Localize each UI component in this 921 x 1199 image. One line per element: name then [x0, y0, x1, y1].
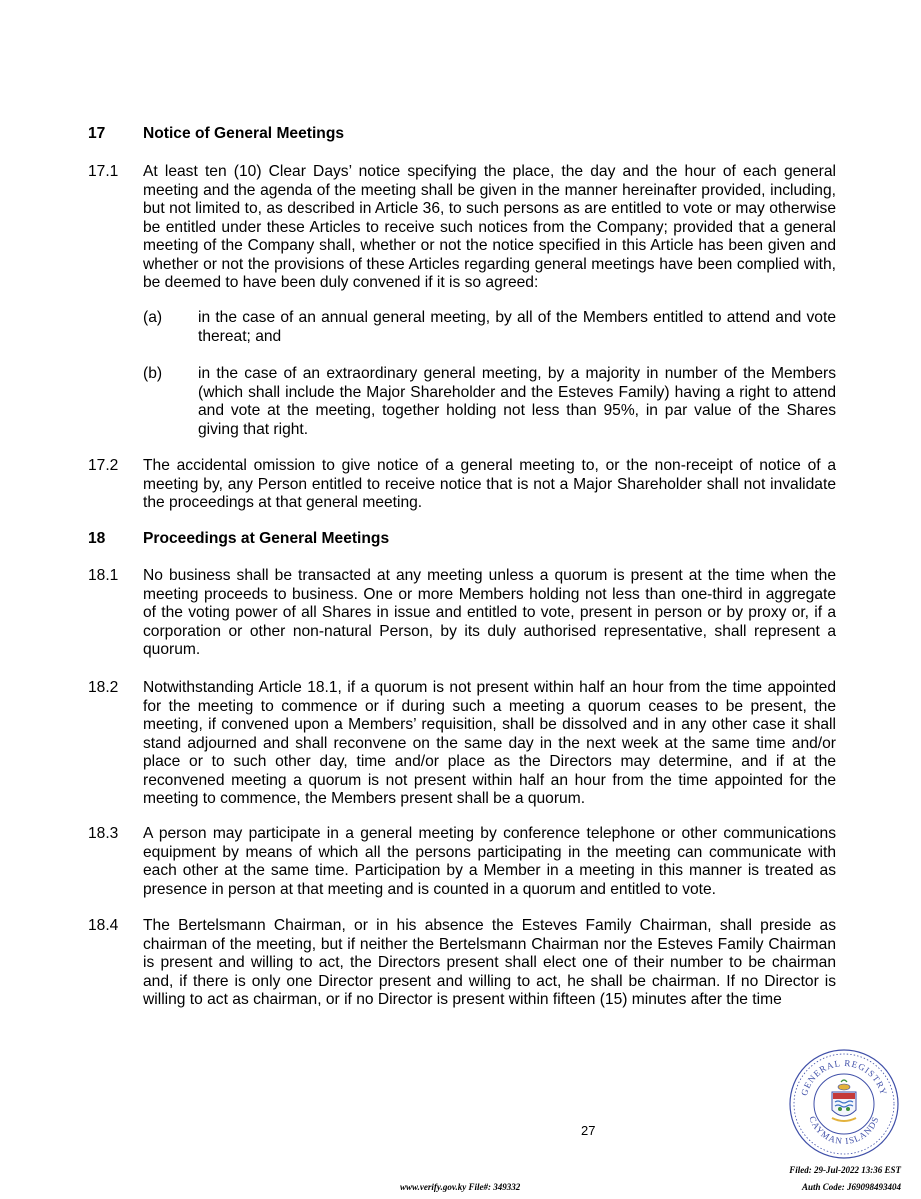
clause-number: 18.3 — [88, 825, 119, 842]
clause-18-3 — [88, 825, 836, 899]
svg-text:CAYMAN ISLANDS — [807, 1115, 880, 1146]
coat-of-arms-icon — [832, 1080, 856, 1121]
registry-seal-icon — [788, 1048, 900, 1160]
section-title: Proceedings at General Meetings — [143, 530, 390, 547]
seal-bottom-text: CAYMAN ISLANDS — [807, 1114, 881, 1147]
clause-17-1-b — [143, 365, 836, 439]
page-number: 27 — [581, 1123, 596, 1138]
clause-number: 18.2 — [88, 679, 119, 696]
subclause-text: in the case of an annual general meeting, by all of the Members entitled to attend and vote thereat; and — [198, 309, 836, 345]
clause-17-1-a — [143, 309, 836, 346]
clause-text: The accidental omission to give notice of a general meeting to, or the non-receipt of notice of a meeting by, any Person entitled to receive notice that is not a Major Shareholder shall not invalidate the proceedings at that general meeting. — [143, 457, 836, 511]
clause-text: A person may participate in a general meeting by conference telephone or other communications equipment by means of which all the persons participating in the meeting can communicate with each other at the same time. Participation by a Member in a meeting in this manner is treated as presence in person at that meeting and is counted in a quorum and entitled to vote. — [143, 825, 836, 898]
clause-number: 17.1 — [88, 163, 119, 180]
clause-18-1 — [88, 567, 836, 660]
section-number: 18 — [88, 530, 106, 547]
clause-18-4 — [88, 917, 836, 1010]
auth-code: Auth Code: J69098493404 — [801, 1182, 901, 1192]
subclause-text: in the case of an extraordinary general meeting, by a majority in number of the Members (which shall include the Major Shareholder and the Esteves Family) having a right to attend and vote at the meeting, together holding not less than 95%, in par value of the Shares giving that right. — [198, 365, 836, 438]
subclause-label: (a) — [143, 309, 163, 326]
section-number: 17 — [88, 125, 106, 142]
clause-text: The Bertelsmann Chairman, or in his absence the Esteves Family Chairman, shall preside as chairman of the meeting, but if neither the Bertelsmann Chairman nor the Esteves Family Chairman is present and willing to act, the Directors present shall elect one of their number to be chairman and, if there is only one Director present and willing to act, he shall be chairman. If no Director is willing to act as chairman, or if no Director is present within fifteen (15) minutes after the time — [143, 917, 836, 1008]
clause-number: 18.4 — [88, 917, 119, 934]
clause-17-2 — [88, 457, 836, 513]
clause-18-2 — [88, 679, 836, 809]
svg-text:GENERAL REGISTRY — [799, 1058, 889, 1097]
clause-text: At least ten (10) Clear Days’ notice specifying the place, the day and the hour of each general meeting and the agenda of the meeting shall be given in the manner hereinafter provided, including, but not limited to, as described in Article 36, to such persons as are entitled to vote or may otherwise be entitled under these Articles to receive such notices from the Company; provided that a general meeting of the Company shall, whether or not the notice specified in this Article has been given and whether or not the provisions of these Articles regarding general meetings have been complied with, be deemed to have been duly convened if it is so agreed: — [143, 163, 836, 291]
clause-number: 18.1 — [88, 567, 119, 584]
section-title: Notice of General Meetings — [143, 125, 345, 142]
clause-text: No business shall be transacted at any meeting unless a quorum is present at the time when the meeting proceeds to business. One or more Members holding not less than one-third in aggregate of the voting power of all Shares in issue and entitled to vote, present in person or by proxy or, if a corporation or other non-natural Person, by its duly authorised representative, shall represent a quorum. — [143, 567, 836, 658]
clause-17-1 — [88, 163, 836, 293]
filed-timestamp: Filed: 29-Jul-2022 13:36 EST — [789, 1165, 901, 1175]
subclause-label: (b) — [143, 365, 163, 382]
verify-url: www.verify.gov.ky File#: 349332 — [400, 1182, 521, 1192]
clause-text: Notwithstanding Article 18.1, if a quorum is not present within half an hour from the time appointed for the meeting to commence or if during such a meeting a quorum ceases to be present, the meeting, if convened upon a Members’ requisition, shall be dissolved and in any other case it shall stand adjourned and shall reconvene on the same day in the next week at the same time and/or place or to such other day, time and/or place as the Directors may determine, and if at the reconvened meeting a quorum is not present within half an hour from the time appointed for the meeting to commence, the Members present shall be a quorum. — [143, 679, 836, 807]
clause-number: 17.2 — [88, 457, 119, 474]
seal-top-text: GENERAL REGISTRY — [798, 1057, 890, 1097]
